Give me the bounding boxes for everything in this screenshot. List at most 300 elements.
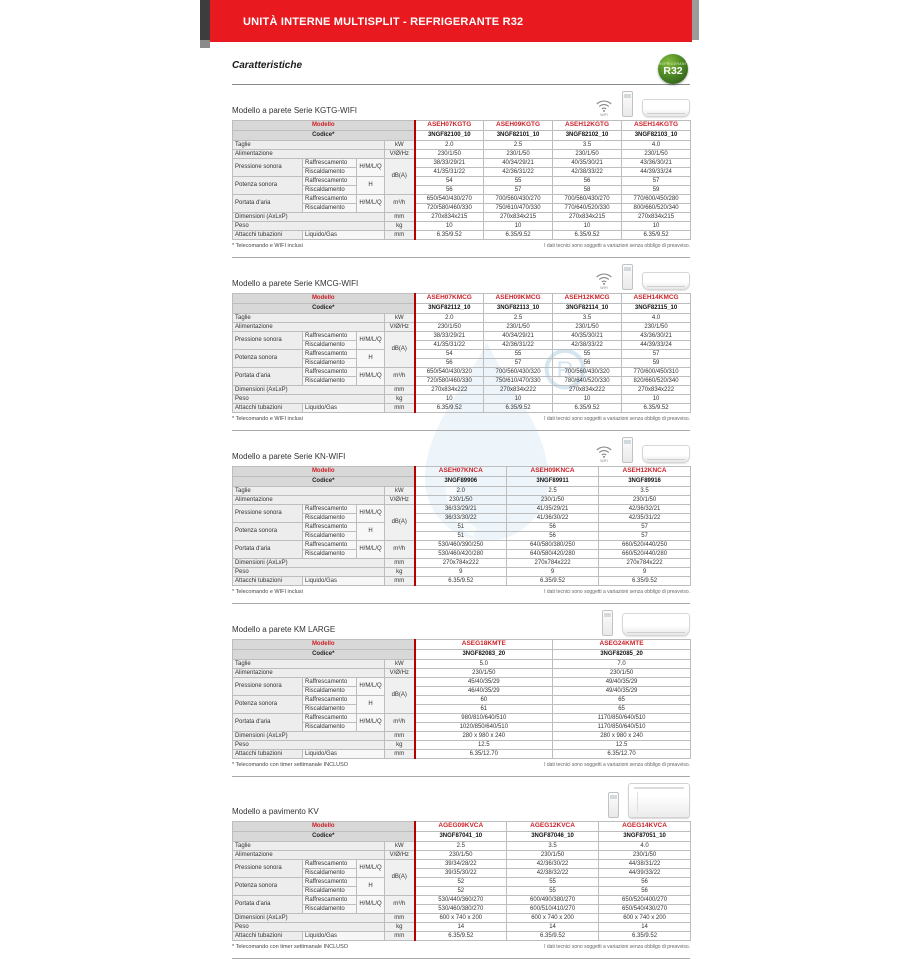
unit-cell: m³/h — [385, 896, 415, 914]
spec-label-cell: Dimensioni (AxLxP) — [233, 559, 385, 568]
spec-sublabel-cell: Raffrescamento — [303, 678, 357, 687]
spec-value-cell: 6.35/9.52 — [553, 231, 622, 240]
spec-value-cell: 530/460/390/250 — [415, 541, 507, 550]
codice-header-cell: Codice* — [233, 477, 415, 487]
spec-value-cell: 10 — [553, 395, 622, 404]
spec-value-cell: 56 — [415, 359, 484, 368]
unit-cell: kg — [385, 395, 415, 404]
spec-value-cell: 270x834x222 — [415, 386, 484, 395]
spec-label-cell: Portata d'aria — [233, 195, 303, 213]
spec-sublabel-cell: Raffrescamento — [303, 159, 357, 168]
spec-value-cell: 270x834x215 — [484, 213, 553, 222]
unit-cell: mm — [385, 750, 415, 759]
spec-value-cell: 56 — [507, 523, 599, 532]
spec-value-cell: 6.35/9.52 — [622, 231, 691, 240]
spec-value-cell: 57 — [622, 350, 691, 359]
spec-label-cell: Attacchi tubazioni — [233, 577, 303, 586]
spec-value-cell: 10 — [622, 222, 691, 231]
unit-cell: V/Ø/Hz — [385, 150, 415, 159]
spec-sublabel-cell: H/M/L/Q — [357, 332, 385, 350]
modello-header-cell: Modello — [233, 640, 415, 650]
spec-value-cell: 61 — [415, 705, 553, 714]
unit-cell: kW — [385, 314, 415, 323]
spec-value-cell: 55 — [507, 878, 599, 887]
spec-sublabel-cell: Riscaldamento — [303, 550, 357, 559]
spec-value-cell: 49/40/35/29 — [553, 687, 691, 696]
model-name-cell: ASEH12KGTG — [553, 121, 622, 131]
spec-label-cell: Taglie — [233, 314, 385, 323]
sections-container — [232, 85, 690, 959]
spec-sublabel-cell: Raffrescamento — [303, 860, 357, 869]
spec-value-cell: 55 — [507, 887, 599, 896]
spec-value-cell: 54 — [415, 177, 484, 186]
spec-value-cell: 14 — [415, 923, 507, 932]
spec-value-cell: 46/40/35/29 — [415, 687, 553, 696]
model-name-cell: ASEH07KNCA — [415, 467, 507, 477]
unit-cell: V/Ø/Hz — [385, 323, 415, 332]
spec-value-cell: 42/36/30/22 — [507, 860, 599, 869]
spec-value-cell: 5.0 — [415, 660, 553, 669]
spec-value-cell: 270x784x222 — [599, 559, 691, 568]
section-title: Modello a parete Serie KMCG-WIFI — [232, 279, 359, 288]
spec-sublabel-cell: Liquido/Gas — [303, 231, 385, 240]
r32-badge-label: R32 — [663, 64, 683, 77]
section-title-row — [232, 91, 690, 117]
spec-value-cell: 980/810/640/510 — [415, 714, 553, 723]
section-3 — [232, 431, 690, 604]
unit-cell: mm — [385, 559, 415, 568]
codice-header-cell: Codice* — [233, 304, 415, 314]
model-name-cell: ASEG18KMTE — [415, 640, 553, 650]
spec-value-cell: 270x834x222 — [553, 386, 622, 395]
spec-sublabel-cell: Raffrescamento — [303, 177, 357, 186]
spec-value-cell: 42/36/31/22 — [484, 341, 553, 350]
unit-cell: kg — [385, 568, 415, 577]
spec-sublabel-cell: Riscaldamento — [303, 186, 357, 195]
spec-label-cell: Portata d'aria — [233, 368, 303, 386]
header-banner — [210, 0, 692, 42]
spec-value-cell: 42/38/32/22 — [507, 869, 599, 878]
spec-value-cell: 660/520/440/250 — [599, 541, 691, 550]
spec-table — [232, 293, 691, 413]
codice-header-cell: Codice* — [233, 650, 415, 660]
spec-sublabel-cell: Liquido/Gas — [303, 932, 385, 941]
spec-value-cell: 3.5 — [553, 141, 622, 150]
model-name-cell: ASEG24KMTE — [553, 640, 691, 650]
unit-cell: kg — [385, 923, 415, 932]
spec-value-cell: 280 x 980 x 240 — [553, 732, 691, 741]
unit-cell: mm — [385, 577, 415, 586]
heading-row — [232, 60, 690, 85]
code-cell: 3NGF89911 — [507, 477, 599, 487]
spec-value-cell: 230/1/50 — [415, 669, 553, 678]
spec-value-cell: 600/490/380/270 — [507, 896, 599, 905]
spec-sublabel-cell: H/M/L/Q — [357, 896, 385, 914]
spec-value-cell: 600 x 740 x 200 — [415, 914, 507, 923]
spec-value-cell: 2.0 — [415, 314, 484, 323]
page-content — [232, 60, 690, 959]
spec-value-cell: 270x834x215 — [553, 213, 622, 222]
wifi-icon — [595, 445, 613, 463]
spec-sublabel-cell: H — [357, 878, 385, 896]
spec-value-cell: 230/1/50 — [599, 851, 691, 860]
spec-value-cell: 40/35/30/21 — [553, 332, 622, 341]
spec-value-cell: 42/38/33/22 — [553, 168, 622, 177]
spec-value-cell: 10 — [553, 222, 622, 231]
table-footnotes — [232, 589, 690, 595]
unit-cell: dB(A) — [385, 159, 415, 195]
modello-header-cell: Modello — [233, 822, 415, 832]
spec-sublabel-cell: Riscaldamento — [303, 905, 357, 914]
spec-label-cell: Taglie — [233, 842, 385, 851]
spec-value-cell: 58 — [553, 186, 622, 195]
section-icons — [595, 437, 690, 463]
spec-value-cell: 40/35/30/21 — [553, 159, 622, 168]
model-name-cell: ASEH14KGTG — [622, 121, 691, 131]
code-cell: 3NGF82112_10 — [415, 304, 484, 314]
spec-value-cell: 770/600/450/280 — [622, 195, 691, 204]
spec-value-cell: 36/33/30/22 — [415, 514, 507, 523]
spec-value-cell: 41/35/29/21 — [507, 505, 599, 514]
spec-label-cell: Potenza sonora — [233, 523, 303, 541]
remote-control-image — [622, 264, 633, 290]
code-cell: 3NGF89906 — [415, 477, 507, 487]
spec-value-cell: 56 — [553, 177, 622, 186]
spec-value-cell: 600 x 740 x 200 — [507, 914, 599, 923]
model-name-cell: AGEG12KVCA — [507, 822, 599, 832]
spec-label-cell: Peso — [233, 222, 385, 231]
spec-label-cell: Peso — [233, 923, 385, 932]
spec-label-cell: Potenza sonora — [233, 696, 303, 714]
section-icons — [608, 783, 690, 818]
spec-value-cell: 10 — [415, 222, 484, 231]
spec-value-cell: 10 — [415, 395, 484, 404]
spec-value-cell: 230/1/50 — [507, 851, 599, 860]
spec-value-cell: 270x834x222 — [622, 386, 691, 395]
model-name-cell: ASEH07KMCG — [415, 294, 484, 304]
spec-value-cell: 56 — [553, 359, 622, 368]
spec-value-cell: 640/580/380/250 — [507, 541, 599, 550]
code-cell: 3NGF89916 — [599, 477, 691, 487]
spec-value-cell: 9 — [599, 568, 691, 577]
spec-label-cell: Pressione sonora — [233, 505, 303, 523]
modello-header-cell: Modello — [233, 467, 415, 477]
spec-value-cell: 6.35/9.52 — [599, 577, 691, 586]
spec-value-cell: 43/36/30/21 — [622, 332, 691, 341]
spec-label-cell: Peso — [233, 741, 385, 750]
table-footnotes — [232, 416, 690, 422]
indoor-unit-image — [642, 99, 690, 117]
spec-value-cell: 6.35/9.52 — [484, 231, 553, 240]
spec-value-cell: 230/1/50 — [484, 150, 553, 159]
spec-value-cell: 51 — [415, 523, 507, 532]
spec-value-cell: 720/580/460/330 — [415, 204, 484, 213]
spec-sublabel-cell: Raffrescamento — [303, 332, 357, 341]
spec-label-cell: Attacchi tubazioni — [233, 231, 303, 240]
model-name-cell: ASEH07KGTG — [415, 121, 484, 131]
spec-value-cell: 640/580/420/280 — [507, 550, 599, 559]
spec-value-cell: 230/1/50 — [553, 323, 622, 332]
spec-label-cell: Portata d'aria — [233, 541, 303, 559]
code-cell: 3NGF82102_10 — [553, 131, 622, 141]
spec-label-cell: Pressione sonora — [233, 332, 303, 350]
spec-value-cell: 6.35/12.70 — [553, 750, 691, 759]
spec-value-cell: 700/560/430/270 — [484, 195, 553, 204]
table-footnotes — [232, 944, 690, 950]
spec-label-cell: Portata d'aria — [233, 714, 303, 732]
code-cell: 3NGF82083_20 — [415, 650, 553, 660]
spec-label-cell: Peso — [233, 395, 385, 404]
spec-sublabel-cell: H — [357, 696, 385, 714]
footnote-right: I dati tecnici sono soggetti a variazioni senza obbligo di preavviso. — [544, 762, 690, 768]
r32-badge-top-text: REFRIGERANT — [658, 61, 688, 66]
wifi-icon-label: WIFI — [600, 113, 608, 117]
spec-value-cell: 56 — [599, 878, 691, 887]
spec-sublabel-cell: Raffrescamento — [303, 505, 357, 514]
spec-value-cell: 650/540/430/270 — [599, 905, 691, 914]
wifi-icon-label: WIFI — [600, 459, 608, 463]
spec-value-cell: 230/1/50 — [507, 496, 599, 505]
unit-cell: V/Ø/Hz — [385, 669, 415, 678]
spec-value-cell: 9 — [507, 568, 599, 577]
spec-sublabel-cell: H/M/L/Q — [357, 159, 385, 177]
unit-cell: kg — [385, 741, 415, 750]
banner-left-strip — [200, 0, 210, 40]
spec-value-cell: 56 — [415, 186, 484, 195]
spec-label-cell: Alimentazione — [233, 496, 385, 505]
spec-value-cell: 10 — [622, 395, 691, 404]
model-name-cell: ASEH09KMCG — [484, 294, 553, 304]
spec-value-cell: 7.0 — [553, 660, 691, 669]
spec-label-cell: Pressione sonora — [233, 159, 303, 177]
spec-value-cell: 39/34/28/22 — [415, 860, 507, 869]
remote-control-image — [622, 91, 633, 117]
spec-label-cell: Potenza sonora — [233, 878, 303, 896]
unit-cell: mm — [385, 231, 415, 240]
spec-value-cell: 770/600/450/310 — [622, 368, 691, 377]
spec-sublabel-cell: H — [357, 177, 385, 195]
modello-header-cell: Modello — [233, 121, 415, 131]
footnote-left: * Telecomando con timer settimanale INCLUSO — [232, 762, 349, 768]
spec-value-cell: 750/610/470/330 — [484, 204, 553, 213]
spec-value-cell: 6.35/9.52 — [507, 577, 599, 586]
code-cell: 3NGF87046_10 — [507, 832, 599, 842]
spec-value-cell: 14 — [599, 923, 691, 932]
spec-sublabel-cell: Riscaldamento — [303, 723, 357, 732]
spec-value-cell: 230/1/50 — [622, 150, 691, 159]
indoor-unit-image — [642, 272, 690, 290]
spec-value-cell: 38/33/29/21 — [415, 332, 484, 341]
spec-value-cell: 6.35/9.52 — [484, 404, 553, 413]
spec-value-cell: 270x784x222 — [507, 559, 599, 568]
spec-value-cell: 230/1/50 — [415, 323, 484, 332]
spec-value-cell: 780/640/520/330 — [553, 377, 622, 386]
model-name-cell: ASEH14KMCG — [622, 294, 691, 304]
spec-label-cell: Portata d'aria — [233, 896, 303, 914]
code-cell: 3NGF82113_10 — [484, 304, 553, 314]
section-2 — [232, 258, 690, 431]
spec-label-cell: Taglie — [233, 487, 385, 496]
spec-value-cell: 530/460/420/280 — [415, 550, 507, 559]
spec-sublabel-cell: H/M/L/Q — [357, 368, 385, 386]
spec-value-cell: 14 — [507, 923, 599, 932]
spec-value-cell: 4.0 — [622, 141, 691, 150]
spec-value-cell: 6.35/9.52 — [415, 231, 484, 240]
codice-header-cell: Codice* — [233, 832, 415, 842]
spec-value-cell: 650/540/430/320 — [415, 368, 484, 377]
spec-value-cell: 720/580/460/330 — [415, 377, 484, 386]
section-title-row — [232, 610, 690, 636]
spec-value-cell: 10 — [484, 395, 553, 404]
spec-value-cell: 700/560/430/320 — [553, 368, 622, 377]
spec-value-cell: 40/34/29/21 — [484, 159, 553, 168]
spec-value-cell: 230/1/50 — [599, 496, 691, 505]
footnote-right: I dati tecnici sono soggetti a variazioni senza obbligo di preavviso. — [544, 243, 690, 249]
spec-value-cell: 44/39/33/24 — [622, 168, 691, 177]
spec-value-cell: 65 — [553, 705, 691, 714]
spec-label-cell: Alimentazione — [233, 323, 385, 332]
spec-label-cell: Dimensioni (AxLxP) — [233, 732, 385, 741]
spec-label-cell: Attacchi tubazioni — [233, 404, 303, 413]
spec-value-cell: 12.5 — [415, 741, 553, 750]
spec-value-cell: 43/36/30/21 — [622, 159, 691, 168]
code-cell: 3NGF87041_10 — [415, 832, 507, 842]
footnote-left: * Telecomando e WIFI inclusi — [232, 416, 303, 422]
spec-label-cell: Alimentazione — [233, 150, 385, 159]
unit-cell: V/Ø/Hz — [385, 496, 415, 505]
unit-cell: mm — [385, 213, 415, 222]
spec-sublabel-cell: Liquido/Gas — [303, 404, 385, 413]
indoor-unit-image — [642, 445, 690, 463]
spec-sublabel-cell: Liquido/Gas — [303, 577, 385, 586]
spec-value-cell: 6.35/9.52 — [415, 577, 507, 586]
code-cell: 3NGF87051_10 — [599, 832, 691, 842]
spec-value-cell: 59 — [622, 359, 691, 368]
spec-label-cell: Dimensioni (AxLxP) — [233, 386, 385, 395]
spec-value-cell: 230/1/50 — [484, 323, 553, 332]
spec-label-cell: Pressione sonora — [233, 860, 303, 878]
spec-value-cell: 270x834x215 — [415, 213, 484, 222]
indoor-unit-image — [622, 613, 690, 636]
spec-value-cell: 1170/850/640/510 — [553, 723, 691, 732]
spec-sublabel-cell: Riscaldamento — [303, 204, 357, 213]
page-heading: Caratteristiche — [232, 60, 303, 71]
unit-cell: V/Ø/Hz — [385, 851, 415, 860]
model-name-cell: ASEH12KMCG — [553, 294, 622, 304]
spec-sublabel-cell: Riscaldamento — [303, 532, 357, 541]
spec-label-cell: Alimentazione — [233, 669, 385, 678]
spec-value-cell: 6.35/12.70 — [415, 750, 553, 759]
spec-value-cell: 6.35/9.52 — [415, 404, 484, 413]
wifi-icon-label: WIFI — [600, 286, 608, 290]
spec-value-cell: 6.35/9.52 — [622, 404, 691, 413]
wifi-icon — [595, 272, 613, 290]
unit-cell: dB(A) — [385, 860, 415, 896]
spec-value-cell: 12.5 — [553, 741, 691, 750]
table-footnotes — [232, 762, 690, 768]
code-cell: 3NGF82085_20 — [553, 650, 691, 660]
spec-value-cell: 2.0 — [415, 487, 507, 496]
spec-sublabel-cell: Raffrescamento — [303, 696, 357, 705]
section-title: Modello a parete KM LARGE — [232, 625, 336, 634]
spec-value-cell: 44/39/33/22 — [599, 869, 691, 878]
section-4 — [232, 604, 690, 777]
spec-value-cell: 750/610/470/330 — [484, 377, 553, 386]
spec-value-cell: 44/38/31/22 — [599, 860, 691, 869]
model-name-cell: ASEH09KNCA — [507, 467, 599, 477]
spec-value-cell: 600 x 740 x 200 — [599, 914, 691, 923]
spec-value-cell: 270x834x215 — [622, 213, 691, 222]
section-1 — [232, 85, 690, 258]
section-title-row — [232, 783, 690, 818]
spec-value-cell: 45/40/35/29 — [415, 678, 553, 687]
footnote-right: I dati tecnici sono soggetti a variazioni senza obbligo di preavviso. — [544, 944, 690, 950]
unit-cell: kW — [385, 141, 415, 150]
spec-value-cell: 230/1/50 — [415, 496, 507, 505]
code-cell: 3NGF82103_10 — [622, 131, 691, 141]
spec-value-cell: 6.35/9.52 — [599, 932, 691, 941]
spec-sublabel-cell: Riscaldamento — [303, 168, 357, 177]
spec-value-cell: 54 — [415, 350, 484, 359]
spec-value-cell: 650/520/400/270 — [599, 896, 691, 905]
spec-value-cell: 230/1/50 — [415, 150, 484, 159]
spec-value-cell: 49/40/35/29 — [553, 678, 691, 687]
spec-sublabel-cell: Raffrescamento — [303, 541, 357, 550]
section-title-row — [232, 264, 690, 290]
indoor-unit-image — [628, 783, 690, 818]
model-name-cell: AGEG09KVCA — [415, 822, 507, 832]
spec-value-cell: 280 x 980 x 240 — [415, 732, 553, 741]
spec-label-cell: Attacchi tubazioni — [233, 932, 303, 941]
spec-label-cell: Potenza sonora — [233, 177, 303, 195]
section-icons — [595, 264, 690, 290]
spec-value-cell: 1020/850/640/510 — [415, 723, 553, 732]
spec-value-cell: 41/35/31/22 — [415, 168, 484, 177]
spec-value-cell: 700/560/430/270 — [553, 195, 622, 204]
unit-cell: dB(A) — [385, 678, 415, 714]
spec-value-cell: 6.35/9.52 — [507, 932, 599, 941]
spec-value-cell: 650/540/430/270 — [415, 195, 484, 204]
spec-value-cell: 230/1/50 — [415, 851, 507, 860]
spec-label-cell: Peso — [233, 568, 385, 577]
spec-value-cell: 39/35/30/22 — [415, 869, 507, 878]
spec-table — [232, 639, 691, 759]
spec-value-cell: 56 — [599, 887, 691, 896]
spec-table — [232, 821, 691, 941]
spec-table — [232, 120, 691, 240]
modello-header-cell: Modello — [233, 294, 415, 304]
model-name-cell: ASEH12KNCA — [599, 467, 691, 477]
spec-sublabel-cell: Liquido/Gas — [303, 750, 385, 759]
spec-value-cell: 2.0 — [415, 141, 484, 150]
unit-cell: m³/h — [385, 195, 415, 213]
spec-value-cell: 42/36/32/21 — [599, 505, 691, 514]
spec-table — [232, 466, 691, 586]
spec-value-cell: 65 — [553, 696, 691, 705]
spec-sublabel-cell: H/M/L/Q — [357, 505, 385, 523]
spec-value-cell: 2.5 — [484, 141, 553, 150]
spec-value-cell: 270x784x222 — [415, 559, 507, 568]
unit-cell: mm — [385, 404, 415, 413]
spec-sublabel-cell: H/M/L/Q — [357, 678, 385, 696]
spec-value-cell: 2.5 — [507, 487, 599, 496]
spec-sublabel-cell: Riscaldamento — [303, 359, 357, 368]
unit-cell: mm — [385, 914, 415, 923]
unit-cell: kW — [385, 660, 415, 669]
spec-value-cell: 820/660/520/340 — [622, 377, 691, 386]
spec-value-cell: 530/440/360/270 — [415, 896, 507, 905]
spec-sublabel-cell: H — [357, 350, 385, 368]
